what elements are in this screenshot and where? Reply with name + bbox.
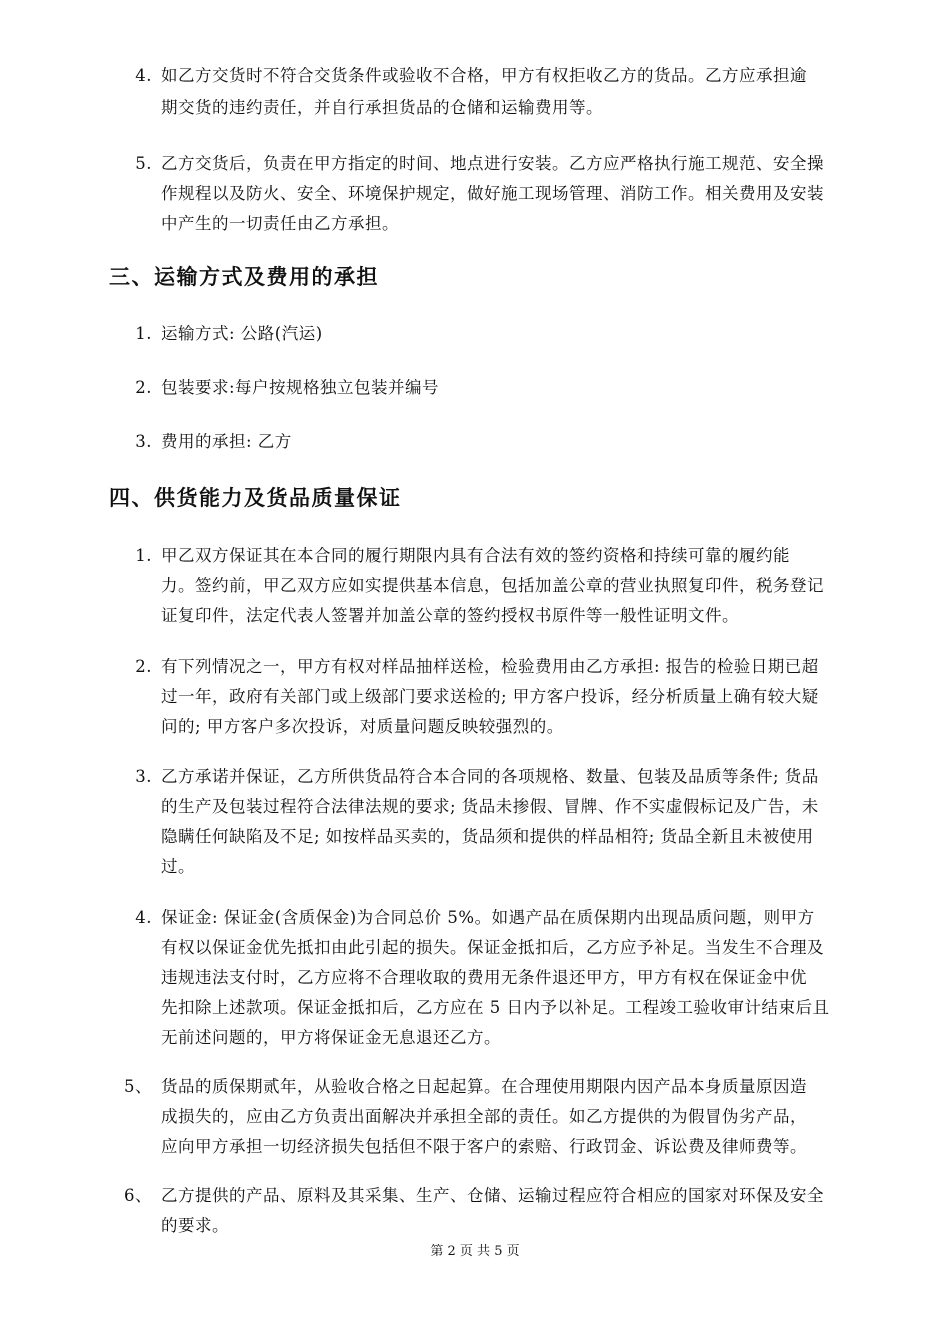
clause-line: 货品的质保期贰年，从验收合格之日起起算。在合理使用期限内因产品本身质量原因造 [161, 1077, 807, 1096]
clause-number: 5、 [124, 1077, 152, 1096]
section-heading-transport: 三、运输方式及费用的承担 [109, 265, 379, 289]
clause-line: 的要求。 [161, 1216, 229, 1235]
clause-line: 有下列情况之一，甲方有权对样品抽样送检，检验费用由乙方承担: 报告的检验日期已超 [161, 657, 819, 676]
clause-number: 4. [135, 66, 152, 85]
clause-line: 期交货的违约责任，并自行承担货品的仓储和运输费用等。 [161, 98, 603, 117]
clause-line: 如乙方交货时不符合交货条件或验收不合格，甲方有权拒收乙方的货品。乙方应承担逾 [161, 66, 807, 85]
clause-line: 运输方式: 公路(汽运) [161, 324, 323, 343]
section-heading-quality: 四、供货能力及货品质量保证 [109, 486, 402, 510]
clause-line: 乙方交货后，负责在甲方指定的时间、地点进行安装。乙方应严格执行施工规范、安全操 [161, 154, 824, 173]
clause-line: 的生产及包装过程符合法律法规的要求; 货品未掺假、冒牌、作不实虚假标记及广告，未 [161, 797, 819, 816]
clause-line: 成损失的，应由乙方负责出面解决并承担全部的责任。如乙方提供的为假冒伪劣产品， [161, 1107, 807, 1126]
clause-number: 3. [135, 432, 152, 451]
clause-number: 1. [135, 324, 152, 343]
clause-line: 乙方承诺并保证，乙方所供货品符合本合同的各项规格、数量、包装及品质等条件; 货品 [161, 767, 819, 786]
clause-line: 作规程以及防火、安全、环境保护规定，做好施工现场管理、消防工作。相关费用及安装 [161, 184, 824, 203]
clause-line: 有权以保证金优先抵扣由此引起的损失。保证金抵扣后，乙方应予补足。当发生不合理及 [161, 938, 824, 957]
clause-line: 问的; 甲方客户多次投诉，对质量问题反映较强烈的。 [161, 717, 564, 736]
clause-line: 隐瞒任何缺陷及不足; 如按样品买卖的，货品须和提供的样品相符; 货品全新且未被使用 [161, 827, 814, 846]
clause-number: 4. [135, 908, 152, 927]
clause-line: 违规违法支付时，乙方应将不合理收取的费用无条件退还甲方，甲方有权在保证金中优 [161, 968, 807, 987]
clause-number: 2. [135, 657, 152, 676]
clause-line: 应向甲方承担一切经济损失包括但不限于客户的索赔、行政罚金、诉讼费及律师费等。 [161, 1137, 807, 1156]
clause-line: 力。签约前，甲乙双方应如实提供基本信息，包括加盖公章的营业执照复印件，税务登记 [161, 576, 824, 595]
clause-line: 过一年，政府有关部门或上级部门要求送检的; 甲方客户投诉，经分析质量上确有较大疑 [161, 687, 819, 706]
clause-number: 6、 [124, 1186, 152, 1205]
clause-line: 乙方提供的产品、原料及其采集、生产、仓储、运输过程应符合相应的国家对环保及安全 [161, 1186, 824, 1205]
clause-number: 2. [135, 378, 152, 397]
clause-line: 中产生的一切责任由乙方承担。 [161, 214, 399, 233]
clause-number: 1. [135, 546, 152, 565]
clause-line: 过。 [161, 857, 195, 876]
clause-number: 5. [135, 154, 152, 173]
clause-line: 先扣除上述款项。保证金抵扣后，乙方应在 5 日内予以补足。工程竣工验收审计结束后且 [161, 998, 830, 1017]
clause-number: 3. [135, 767, 152, 786]
clause-line: 证复印件，法定代表人签署并加盖公章的签约授权书原件等一般性证明文件。 [161, 606, 739, 625]
clause-line: 无前述问题的，甲方将保证金无息退还乙方。 [161, 1028, 501, 1047]
clause-line: 保证金: 保证金(含质保金)为合同总价 5%。如遇产品在质保期内出现品质问题，则甲方 [161, 908, 815, 927]
page-footer: 第 2 页 共 5 页 [430, 1244, 520, 1259]
clause-line: 费用的承担: 乙方 [161, 432, 292, 451]
clause-line: 甲乙双方保证其在本合同的履行期限内具有合法有效的签约资格和持续可靠的履约能 [161, 546, 790, 565]
clause-line: 包装要求:每户按规格独立包装并编号 [161, 378, 440, 397]
